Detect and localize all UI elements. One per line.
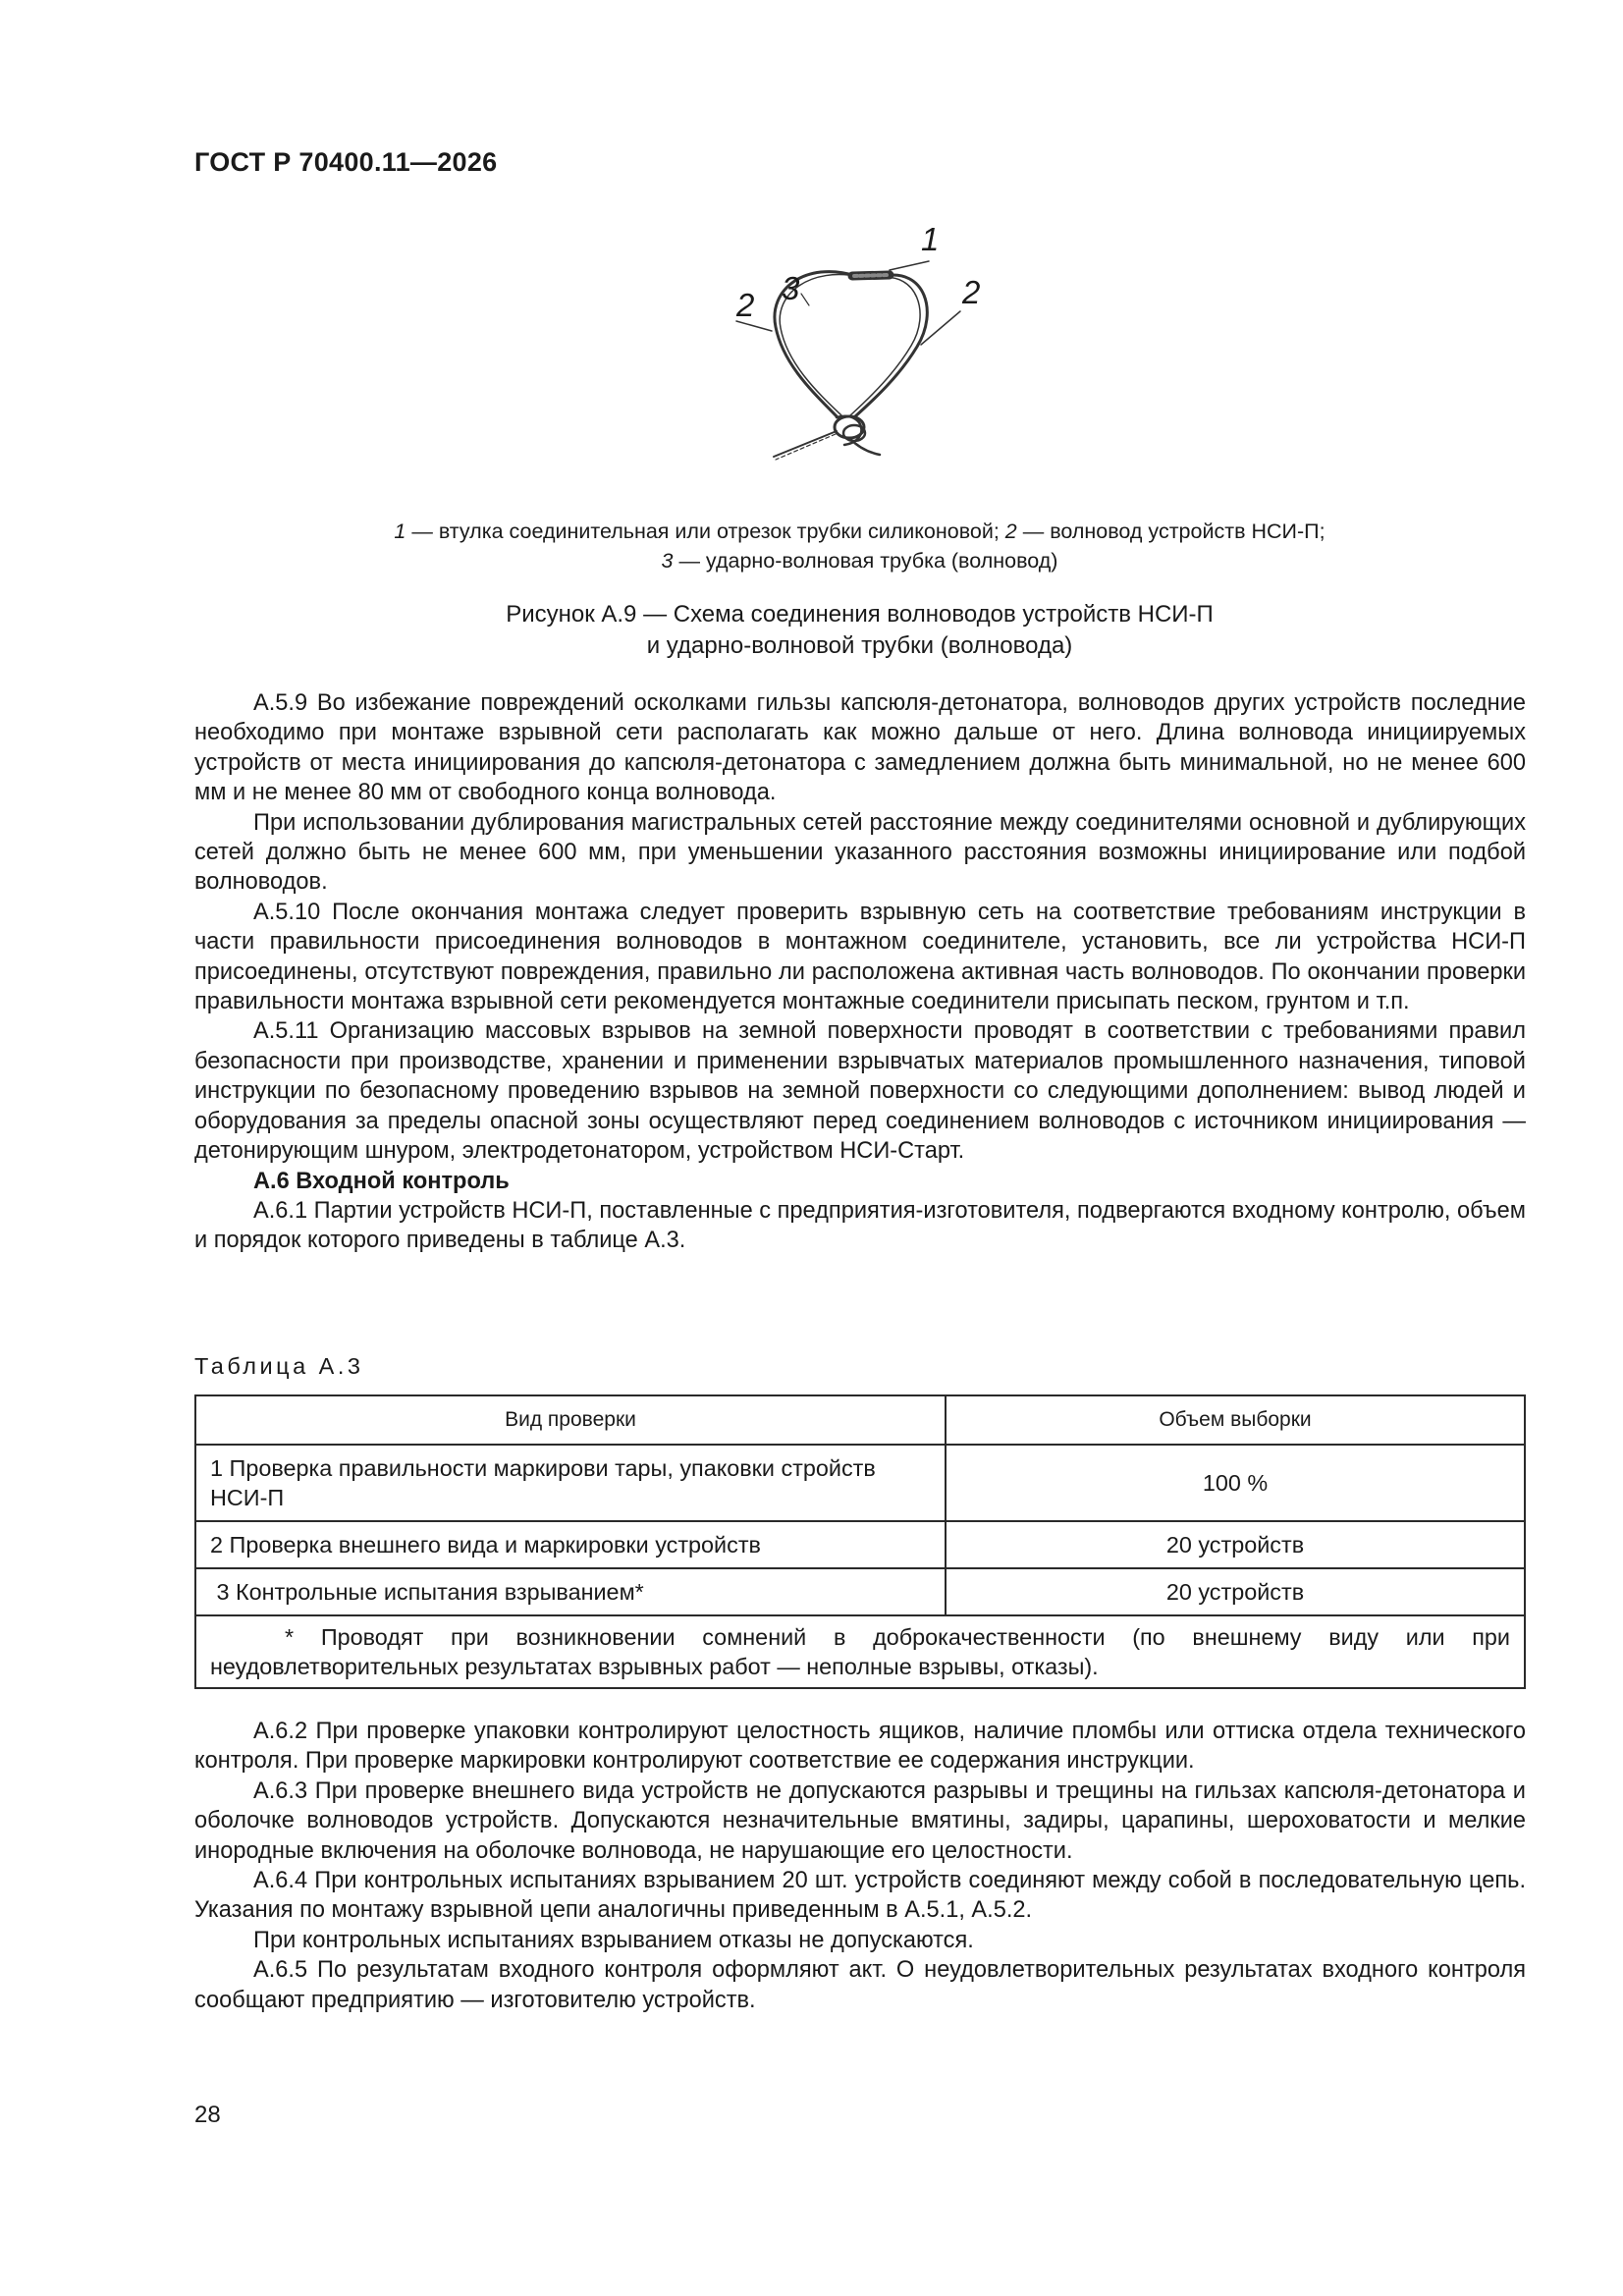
figure-legend: [194, 517, 1525, 575]
table-cell-sample: 100 %: [946, 1445, 1525, 1521]
paragraph-no-failures: При контрольных испытаниях взрыванием отказы не допускаются.: [253, 1927, 974, 1953]
paragraph-a511: А.5.11 Организацию массовых взрывов на земной поверхности проводят в соответствии с требованиями правил безопасности при производстве, хранении и применении взрывчатых материалов промышленного назначения, типовой инструкции по безопасному проведению взрывов на земной поверхности со следующими дополнением: вывод людей и оборудования за пределы опасной зоны осуществляют перед соединением волноводов с источником инициирования — детонирующим шнуром, электродетонатором, устройством НСИ-Старт.: [194, 1018, 1526, 1165]
figure-label-2-left: 2: [736, 287, 755, 323]
paragraph-a59: А.5.9 Во избежание повреждений осколками гильзы капсюля-детонатора, волноводов других устройств последние необходимо при монтаже взрывной сети располагать как можно дальше от него. Длина волновода инициируемых устройств от места инициирования до капсюля-детонатора с замедлением должна быть минимальной, но не менее 600 мм и не менее 80 мм от свободного конца волновода.: [194, 690, 1526, 806]
paragraph-a510: А.5.10 После окончания монтажа следует проверить взрывную сеть на соответствие требованиям инструкции в части правильности присоединения волноводов в монтажном соединителе, установить, все ли устройства НСИ-П присоединены, отсутствуют повреждения, правильно ли расположена активная часть волноводов. По окончании проверки правильности монтажа взрывной сети рекомендуется монтажные соединители присыпать песком, грунтом и т.п.: [194, 899, 1526, 1015]
legend-text-3: — ударно-волновая трубка (волновод): [673, 549, 1058, 573]
paragraph-a62: А.6.2 При проверке упаковки контролируют целостность ящиков, наличие пломбы или оттиска отдела технического контроля. При проверке маркировки контролируют соответствие ее содержания инструкции.: [194, 1719, 1526, 1775]
table-title: Таблица А.3: [194, 1353, 364, 1379]
body-text-continued: [194, 1717, 1526, 2015]
paragraph-duplication: При использовании дублирования магистральных сетей расстояние между соединителями основной и дублирующих сетей должно быть не менее 600 мм, при уменьшении указанного расстояния возможны инициирование или подбой волноводов.: [194, 809, 1526, 896]
legend-number-3: 3: [661, 549, 674, 573]
table-footnote-row: [195, 1615, 1525, 1688]
paragraph-a65: А.6.5 По результатам входного контроля оформляют акт. О неудовлетворительных результатах входного контроля сообщают предприятию — изготовителю устройств.: [194, 1957, 1526, 2013]
table-cell-check: 2 Проверка внешнего вида и маркировки устройств: [195, 1521, 946, 1568]
paragraph-a61: А.6.1 Партии устройств НСИ-П, поставленные с предприятия-изготовителя, подвергаются входному контролю, объем и порядок которого приведены в таблице А.3.: [194, 1197, 1526, 1254]
table-cell-sample: 20 устройств: [946, 1568, 1525, 1615]
paragraph-a64: А.6.4 При контрольных испытаниях взрыванием 20 шт. устройств соединяют между собой в последовательную цепь. Указания по монтажу взрывной цепи аналогичны приведенным в А.5.1, А.5.2.: [194, 1868, 1526, 1924]
page-number: 28: [194, 2102, 221, 2128]
table-header-check-type: Вид проверки: [195, 1395, 946, 1445]
paragraph-a63: А.6.3 При проверке внешнего вида устройств не допускаются разрывы и трещины на гильзах капсюля-детонатора и оболочке волноводов устройств. Допускаются незначительные вмятины, задиры, царапины, шероховатости и мелкие инородные включения на оболочке волновода, не нарушающие его целостности.: [194, 1777, 1526, 1864]
table-footnote: * Проводят при возникновении сомнений в доброкачественности (по внешнему виду или при неудовлетворительных результатах взрывных работ — неполные взрывы, отказы).: [210, 1624, 1510, 1679]
legend-text-1: — втулка соединительная или отрезок трубки силиконовой;: [406, 519, 1005, 543]
table-row: [195, 1445, 1525, 1521]
waveguide-connection-diagram: [707, 221, 1001, 476]
legend-text-2: — волновод устройств НСИ-П;: [1016, 519, 1325, 543]
caption-line-1: Рисунок А.9 — Схема соединения волноводов устройств НСИ-П: [506, 601, 1214, 628]
body-text: [194, 688, 1526, 1256]
caption-line-2: и ударно-волновой трубки (волновода): [646, 632, 1073, 659]
inspection-table: [194, 1394, 1526, 1689]
document-header: ГОСТ Р 70400.11—2026: [194, 147, 498, 177]
figure-caption: [194, 599, 1525, 662]
section-title-a6: А.6 Входной контроль: [253, 1168, 510, 1194]
table-cell-sample: 20 устройств: [946, 1521, 1525, 1568]
table-header-sample-size: Объем выборки: [946, 1395, 1525, 1445]
figure-label-2-right: 2: [962, 274, 981, 310]
figure-label-3: 3: [782, 270, 800, 306]
table-cell-check: 3 Контрольные испытания взрыванием*: [195, 1568, 946, 1615]
figure-label-1: 1: [921, 221, 940, 257]
table-header-row: [195, 1395, 1525, 1445]
table-cell-check: 1 Проверка правильности маркирови тары, упаковки стройств НСИ-П: [195, 1445, 946, 1521]
legend-number-1: 1: [394, 519, 406, 543]
table-row: [195, 1568, 1525, 1615]
legend-number-2: 2: [1004, 519, 1017, 543]
table-row: [195, 1521, 1525, 1568]
